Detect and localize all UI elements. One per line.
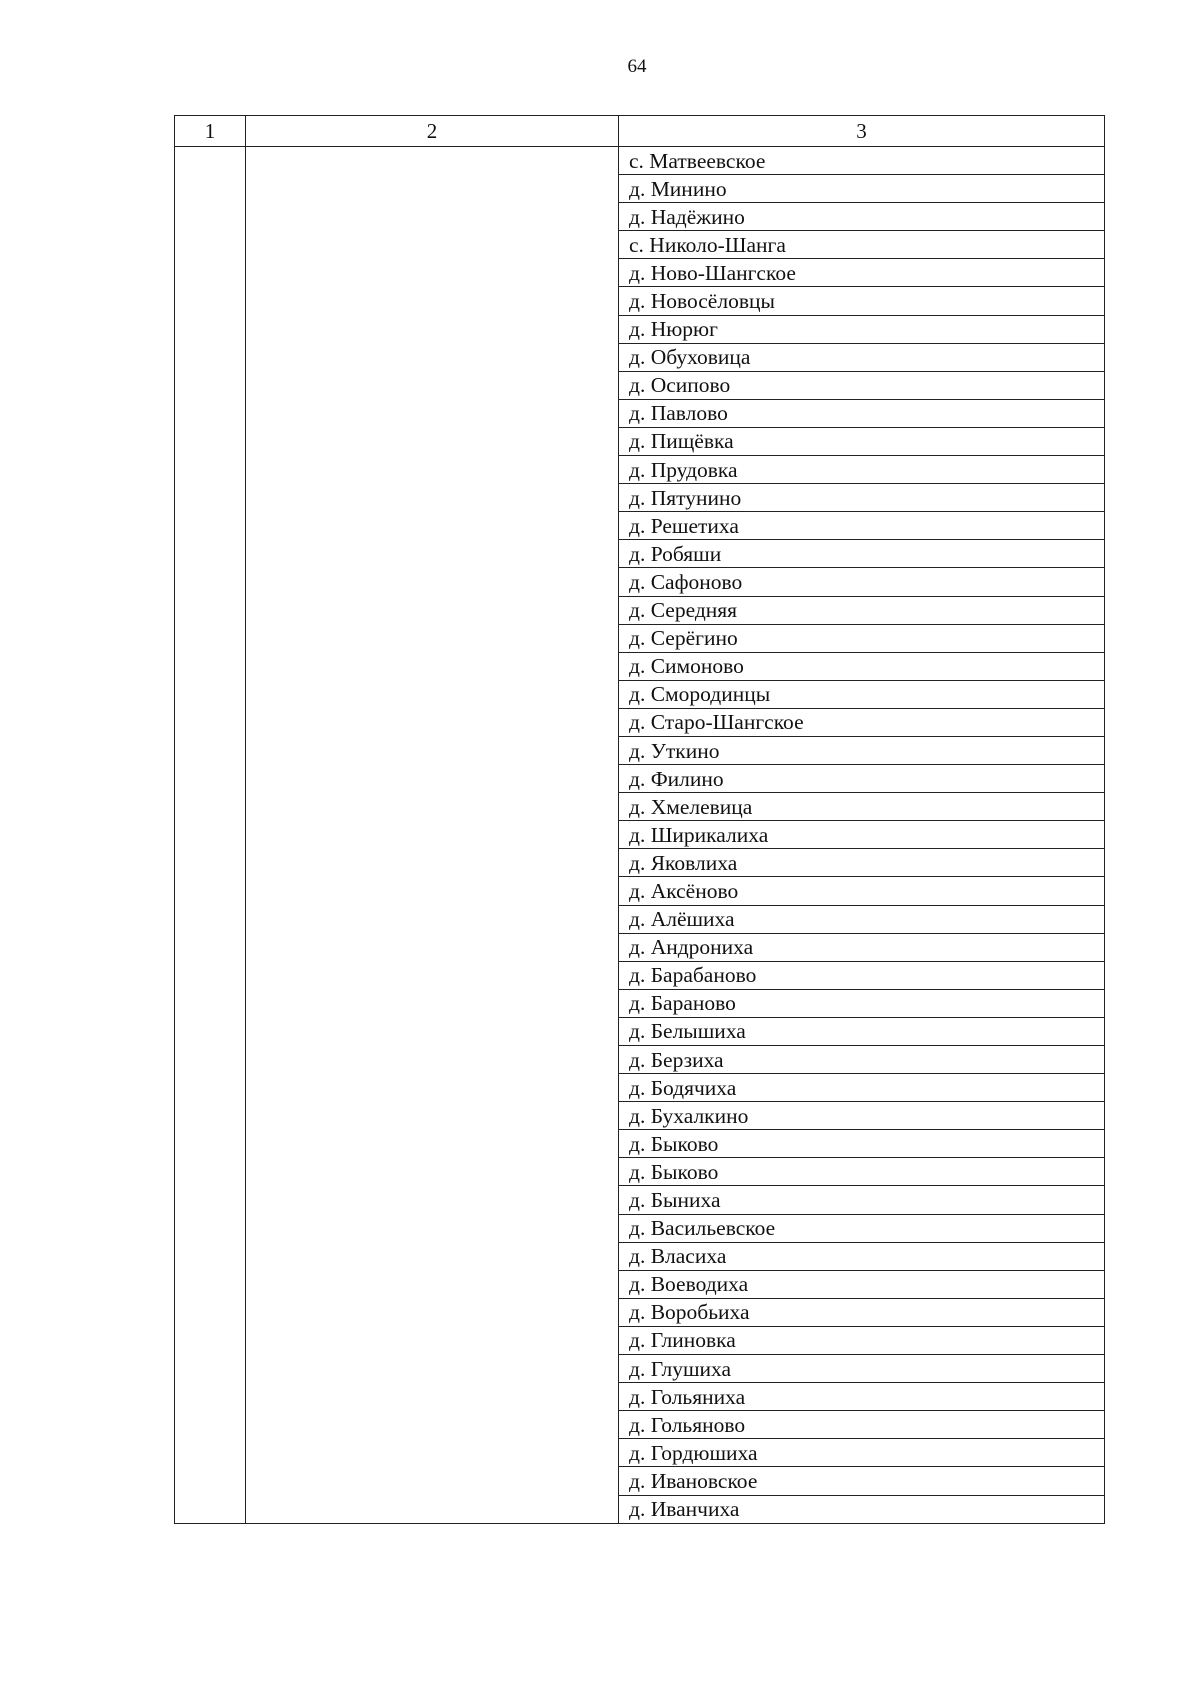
table-header-row xyxy=(175,116,1105,147)
column-header-3: 3 xyxy=(619,116,1105,147)
column-header-1: 1 xyxy=(175,116,246,147)
settlement-name-cell: д. Робяши xyxy=(619,540,1105,568)
settlement-name-cell: д. Берзиха xyxy=(619,1046,1105,1074)
settlement-name-cell: д. Павлово xyxy=(619,399,1105,427)
settlement-name-cell: д. Иванчиха xyxy=(619,1495,1105,1523)
settlement-name-cell: д. Середняя xyxy=(619,596,1105,624)
table-body xyxy=(175,147,1105,1524)
settlement-name-cell: д. Аксёново xyxy=(619,877,1105,905)
settlement-name-cell: д. Пищёвка xyxy=(619,427,1105,455)
settlement-name-cell: д. Белышиха xyxy=(619,1017,1105,1045)
column-header-2: 2 xyxy=(246,116,619,147)
settlement-name-cell: д. Бараново xyxy=(619,989,1105,1017)
settlement-name-cell: д. Глиновка xyxy=(619,1326,1105,1354)
table-row xyxy=(175,147,1105,175)
column-1-cell xyxy=(175,147,246,1524)
settlement-name-cell: д. Хмелевица xyxy=(619,793,1105,821)
settlement-name-cell: д. Симоново xyxy=(619,652,1105,680)
settlement-name-cell: д. Бодячиха xyxy=(619,1074,1105,1102)
settlement-name-cell: д. Гольяново xyxy=(619,1411,1105,1439)
settlement-name-cell: д. Решетиха xyxy=(619,512,1105,540)
settlement-name-cell: д. Уткино xyxy=(619,736,1105,764)
settlement-name-cell: д. Яковлиха xyxy=(619,849,1105,877)
settlement-name-cell: д. Новосёловцы xyxy=(619,287,1105,315)
settlement-name-cell: д. Власиха xyxy=(619,1242,1105,1270)
settlement-name-cell: д. Гордюшиха xyxy=(619,1439,1105,1467)
settlement-name-cell: д. Бухалкино xyxy=(619,1102,1105,1130)
settlement-name-cell: д. Прудовка xyxy=(619,456,1105,484)
settlement-name-cell: д. Воеводиха xyxy=(619,1270,1105,1298)
settlement-name-cell: д. Алёшиха xyxy=(619,905,1105,933)
settlement-name-cell: д. Осипово xyxy=(619,371,1105,399)
settlement-name-cell: д. Обуховица xyxy=(619,343,1105,371)
settlement-name-cell: д. Пятунино xyxy=(619,484,1105,512)
settlement-name-cell: д. Ивановское xyxy=(619,1467,1105,1495)
settlement-name-cell: д. Нюрюг xyxy=(619,315,1105,343)
settlement-name-cell: д. Андрониха xyxy=(619,933,1105,961)
settlement-name-cell: д. Надёжино xyxy=(619,203,1105,231)
settlement-name-cell: с. Николо-Шанга xyxy=(619,231,1105,259)
settlement-name-cell: д. Быково xyxy=(619,1158,1105,1186)
settlement-name-cell: д. Васильевское xyxy=(619,1214,1105,1242)
settlement-name-cell: д. Барабаново xyxy=(619,961,1105,989)
settlement-name-cell: д. Минино xyxy=(619,175,1105,203)
settlement-name-cell: д. Филино xyxy=(619,765,1105,793)
settlement-name-cell: д. Быниха xyxy=(619,1186,1105,1214)
settlement-name-cell: д. Серёгино xyxy=(619,624,1105,652)
column-2-cell xyxy=(246,147,619,1524)
page-number: 64 xyxy=(627,56,647,77)
settlement-name-cell: д. Старо-Шангское xyxy=(619,708,1105,736)
settlements-table xyxy=(174,115,1105,1524)
settlement-name-cell: с. Матвеевское xyxy=(619,147,1105,175)
settlement-name-cell: д. Ширикалиха xyxy=(619,821,1105,849)
settlement-name-cell: д. Смородинцы xyxy=(619,680,1105,708)
settlement-name-cell: д. Гольяниха xyxy=(619,1383,1105,1411)
settlement-name-cell: д. Быково xyxy=(619,1130,1105,1158)
settlement-name-cell: д. Сафоново xyxy=(619,568,1105,596)
settlement-name-cell: д. Ново-Шангское xyxy=(619,259,1105,287)
settlement-name-cell: д. Глушиха xyxy=(619,1355,1105,1383)
settlement-name-cell: д. Воробьиха xyxy=(619,1298,1105,1326)
